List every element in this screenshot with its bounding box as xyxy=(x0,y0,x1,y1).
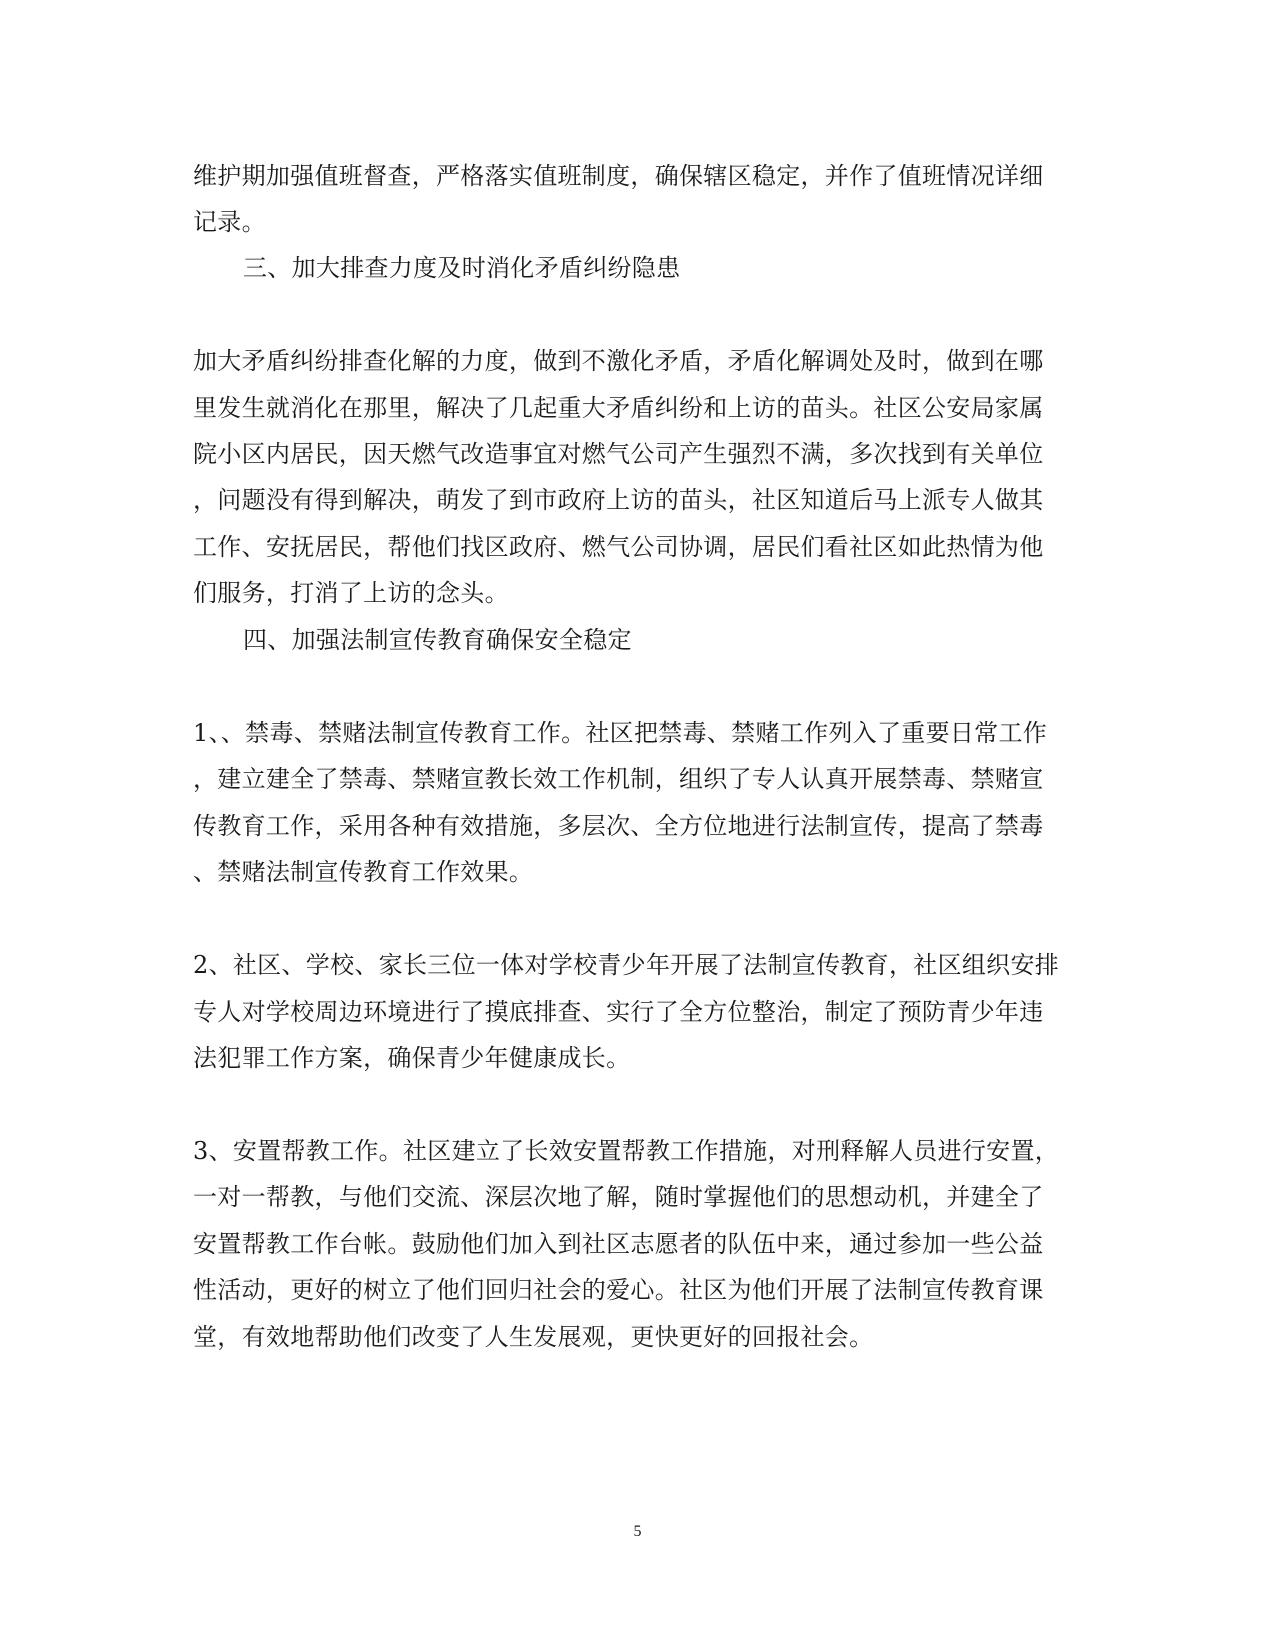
paragraph-line: 维护期加强值班督查，严格落实值班制度，确保辖区稳定，并作了值班情况详细 xyxy=(193,162,1044,190)
section-heading: 四、加强法制宣传教育确保安全稳定 xyxy=(243,626,632,654)
paragraph-line: 工作、安抚居民，帮他们找区政府、燃气公司协调，居民们看社区如此热情为他 xyxy=(193,533,1044,561)
paragraph-line: 2、社区、学校、家长三位一体对学校青少年开展了法制宣传教育，社区组织安排 xyxy=(193,951,1060,979)
paragraph-line: 一对一帮教，与他们交流、深层次地了解，随时掌握他们的思想动机，并建全了 xyxy=(193,1183,1044,1211)
paragraph-line: 传教育工作，采用各种有效措施，多层次、全方位地进行法制宣传，提高了禁毒 xyxy=(193,812,1044,840)
paragraph-line: 3、安置帮教工作。社区建立了长效安置帮教工作措施，对刑释解人员进行安置， xyxy=(193,1137,1060,1165)
page-number: 5 xyxy=(633,1523,642,1540)
paragraph-line: 院小区内居民，因天燃气改造事宜对燃气公司产生强烈不满，多次找到有关单位 xyxy=(193,440,1044,468)
section-heading: 三、加大排查力度及时消化矛盾纠纷隐患 xyxy=(243,254,681,282)
paragraph-line: ，建立建全了禁毒、禁赌宣教长效工作机制，组织了专人认真开展禁毒、禁赌宣 xyxy=(193,765,1044,793)
paragraph-line: 1、、禁毒、禁赌法制宣传教育工作。社区把禁毒、禁赌工作列入了重要日常工作 xyxy=(193,719,1048,747)
paragraph-line: 性活动，更好的树立了他们回归社会的爱心。社区为他们开展了法制宣传教育课 xyxy=(193,1276,1044,1304)
paragraph-line: 里发生就消化在那里，解决了几起重大矛盾纠纷和上访的苗头。社区公安局家属 xyxy=(193,394,1044,422)
paragraph-line: 法犯罪工作方案，确保青少年健康成长。 xyxy=(193,1044,631,1072)
paragraph-line: 堂，有效地帮助他们改变了人生发展观，更快更好的回报社会。 xyxy=(193,1323,874,1351)
paragraph-line: 安置帮教工作台帐。鼓励他们加入到社区志愿者的队伍中来，通过参加一些公益 xyxy=(193,1230,1044,1258)
paragraph-line: 专人对学校周边环境进行了摸底排查、实行了全方位整治，制定了预防青少年违 xyxy=(193,998,1044,1026)
paragraph-line: 记录。 xyxy=(193,208,266,236)
paragraph-line: 们服务，打消了上访的念头。 xyxy=(193,579,509,607)
paragraph-line: ，问题没有得到解决，萌发了到市政府上访的苗头，社区知道后马上派专人做其 xyxy=(193,486,1044,514)
paragraph-line: 加大矛盾纠纷排查化解的力度，做到不激化矛盾，矛盾化解调处及时，做到在哪 xyxy=(193,347,1044,375)
paragraph-line: 、禁赌法制宣传教育工作效果。 xyxy=(193,858,534,886)
